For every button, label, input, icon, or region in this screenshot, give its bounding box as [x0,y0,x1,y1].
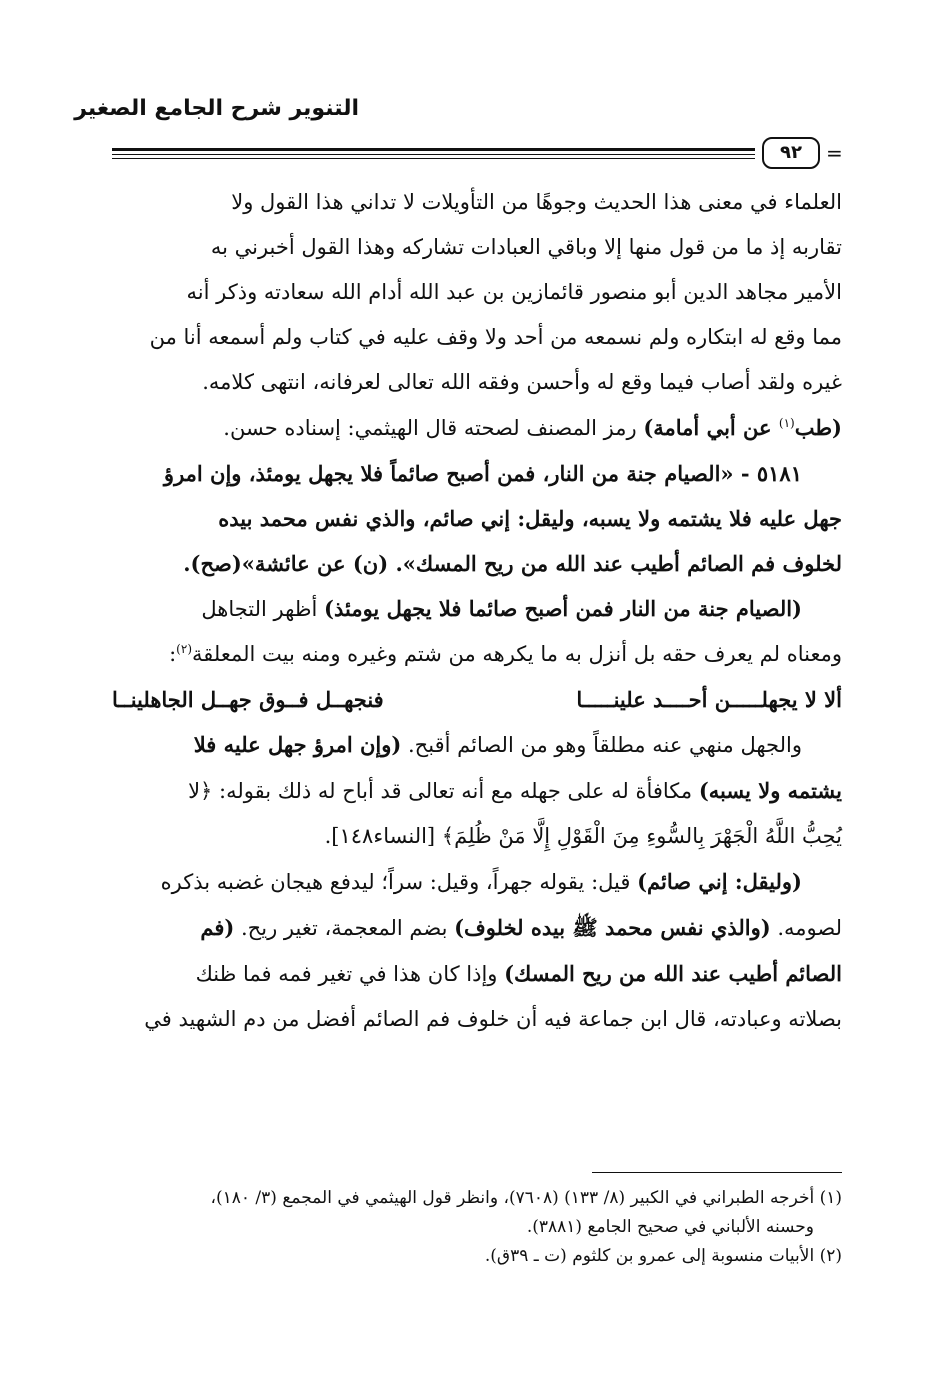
quoted-phrase: (والذي نفس محمد ﷺ بيده لخلوف) [454,915,771,940]
source-code: (طب [794,415,842,440]
commentary-line [112,586,842,632]
hadith-line: جهل عليه فلا يشتمه ولا يسبه، وليقل: إني صائم، والذي نفس محمد بيده [218,506,842,531]
quoted-phrase: (وإن امرؤ جهل عليه فلا [193,732,402,757]
footnote-1-continued: وحسنه الألباني في صحيح الجامع (٣٨٨١). [526,1217,814,1237]
commentary-text: بضم المعجمة، تغير ريح. [234,916,455,940]
hadith-line [112,451,842,496]
commentary-text: أظهر التجاهل [201,597,325,621]
text-line: الأمير مجاهد الدين أبو منصور قائمازين بن عبد الله أدام الله سعادته وذكر أنه [186,280,842,304]
quoted-phrase: (وليقل: إني صائم) [637,869,802,894]
quran-quote-line: يُحِبُّ اللَّهُ الْجَهْرَ بِالسُّوءِ مِنَ الْقَوْلِ إِلَّا مَنْ ظُلِمَ﴾ [النساء١٤٨]. [324,824,842,848]
poetry-verse [112,677,842,722]
footnote-ref-1: (١) [778,416,795,430]
commentary-text: مكافأة له على جهله مع أنه تعالى قد أباح له ذلك بقوله: ﴿لا [188,779,699,803]
quoted-phrase: (الصيام جنة من النار فمن أصبح صائما فلا يجهل يومئذ) [324,596,802,621]
hadith-line: لخلوف فم الصائم أطيب عند الله من ريح المسك». (ن) عن عائشة»(صح). [183,551,842,576]
verse-first-hemistich: ألا لا يجهلـــــن أحــــد علينـــــا [576,687,842,712]
text-line: غيره ولقد أصاب فيما وقع له وأحسن وفقه الله تعالى لعرفانه، انتهى كلامه. [202,370,842,394]
quoted-phrase: (فم [200,915,235,940]
hadith-number: ٥١٨١ - [733,461,802,486]
text-line: تقاربه إذ ما من قول منها إلا وباقي العبادات تشاركه وهذا القول أخبرني به [210,235,842,259]
header-rule-thin [112,154,755,155]
footnotes [112,1184,842,1271]
footnote-separator [592,1172,842,1173]
commentary-text: لصومه. [770,916,842,940]
source-line [112,405,842,451]
commentary-line [112,859,842,905]
commentary-text: والجهل منهي عنه مطلقاً وهو من الصائم أقبح. [401,733,802,757]
verse-second-hemistich: فنجهــل فــوق جهــل الجاهلينــا [112,687,384,712]
header-rule-lower [112,158,755,159]
commentary-line [112,905,842,951]
header-rule-thick [112,148,755,151]
text-line: مما وقع له ابتكاره ولم نسمعه من أحد ولا وقف عليه في كتاب ولم أسمعه أنا من [149,325,842,349]
commentary-line [112,768,842,814]
quoted-phrase: يشتمه ولا يسبه) [698,778,842,803]
running-header-title: التنوير شرح الجامع الصغير [74,96,359,121]
source-narrator: عن أبي أمامة) [643,415,779,440]
page-number-mark: = [826,141,843,165]
commentary-line [112,632,842,677]
text-line: العلماء في معنى هذا الحديث وجوهًا من التأويلات لا تداني هذا القول ولا [231,190,842,214]
commentary-line [112,951,842,997]
commentary-line: بصلاته وعبادته، قال ابن جماعة فيه أن خلوف فم الصائم أفضل من دم الشهيد في [144,1007,842,1031]
commentary-text: ومعناه لم يعرف حقه بل أنزل به ما يكرهه من شتم وغيره ومنه بيت المعلقة [192,642,842,666]
colon: : [169,642,177,666]
footnote-2: (٢) الأبيات منسوبة إلى عمرو بن كلثوم (ت ـ ٣٩ق). [484,1246,842,1266]
hadith-text: «الصيام جنة من النار، فمن أصبح صائماً فلا يجهل يومئذ، وإن امرؤ [163,461,734,486]
main-text [112,180,842,1042]
footnote-1: (١) أخرجه الطبراني في الكبير (٨/ ١٣٣) (٧٦٠٨)، وانظر قول الهيثمي في المجمع (٣/ ١٨٠)، [210,1188,842,1208]
commentary-line [112,722,842,768]
source-comment: رمز المصنف لصحته قال الهيثمي: إسناده حسن. [223,416,644,440]
commentary-text: وإذا كان هذا في تغير فمه فما ظنك [195,962,505,986]
commentary-text: قيل: يقوله جهراً، وقيل: سراً؛ ليدفع هيجان غضبه بذكره [160,870,638,894]
quoted-phrase: الصائم أطيب عند الله من ريح المسك) [504,961,842,986]
footnote-ref-2: (٢) [176,642,192,656]
page-number-box: ٩٢ [762,137,820,169]
